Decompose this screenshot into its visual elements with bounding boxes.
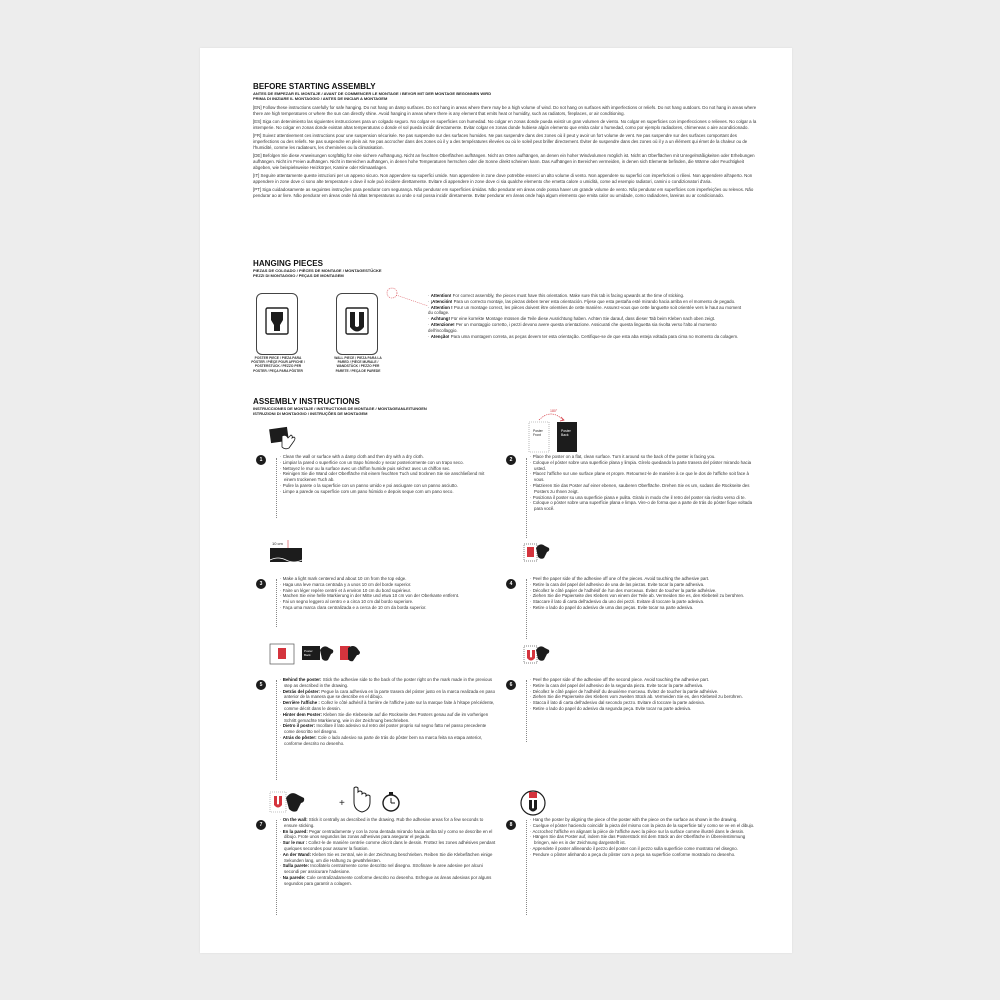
step-2-badge: 2 (506, 455, 516, 465)
step-8-divider (526, 820, 527, 915)
step-3-text: · Make a light mark centered and about 10 cm from the top edge. · Haga una leve marca centrada y a unos 10 cm del borde superior. · Faire un léger repère centré et à environ 10 cm du bord supérieur. · Machen Sie eine helle Markierung in der Mitte und etwa 10 cm von der Oberkante entfernt. · Fai un segno leggero al centro e a circa 10 cm dal bordo superiore. · Faça uma marca clara centralizada e a cerca de 10 cm da borda superior. (278, 576, 488, 611)
poster-front-label-1: Poster (533, 429, 543, 433)
stick-to-poster-icon (268, 640, 364, 670)
instruction-sheet (200, 48, 792, 953)
step-1-badge: 1 (256, 455, 266, 465)
paragraph-it: [IT] Seguire attentamente queste istruzioni per un appeso sicuro. Non appendere su superfici umide. Non appendere in zone dove potrebbe esserci un alto volume di vento. Non appendere su superfici con imperfezioni o rilievi. Non appendere all'aperto. Non appendere in zone dove ci sono alte temperature o dove il sole può incidere direttamente. Evitare di appendere in zone dove ci sia qualche elemento che emetta calore o umidità, come ad esempio radiatori, camini o condizionatori d'aria. (253, 173, 753, 185)
press-on-wall-icon (268, 786, 408, 818)
hanging-header (253, 259, 382, 278)
poster-front-label-2: Front (533, 433, 541, 437)
ruler-label: 10 cm (272, 541, 283, 546)
wall-piece-caption: WALL PIECE / PIEZA PARA LA PARED / PIÈCE MURALE / WANDSTÜCK / PEZZO PER PARETE / PEÇA DE PAREDE (334, 356, 382, 373)
peel-adhesive-icon (522, 538, 552, 568)
attention-pt: · Atenção! Para uma montagem correta, as peças devem ter esta orientação. Certifique-se de que esta aba esteja voltada para cima no momento da colagem. (428, 333, 739, 339)
assembly-header (253, 397, 427, 416)
hanging-subtitle-1: PIEZAS DE COLGADO / PIÈCES DE MONTAGE / MONTAGESTÜCKE (253, 268, 382, 273)
assembly-title: ASSEMBLY INSTRUCTIONS (253, 397, 360, 406)
step-7-divider (276, 820, 277, 915)
step-1-text: · Clean the wall or surface with a damp cloth and then dry with a dry cloth. · Limpiar la pared o superficie con un trapo húmedo y secar posteriormente con un trapo seco. · Nettoyez le mur ou la surface avec un chiffon humide puis séchez avec un chiffon sec. · Reinigen Sie die Wand oder Oberfläche mit einem feuchten Tuch und trocknen Sie sie anschließend mit einem trockenen Tuch ab. · Pulire la parete o la superficie con un panno umido e poi asciugare con un panno asciutto. · Limpe a parede ou superfície com um pano húmido e depois seque com um pano seco. (278, 454, 488, 495)
attention-de: · Achtung! Für eine korrekte Montage müssen die Teile diese Ausrichtung haben. Achten Sie darauf, dass dieser Tab beim Kleben nach oben zeigt. (428, 316, 716, 322)
attention-es: · ¡Atención! Para un correcto montaje, las piezas deben tener esta orientación. Fíjese que esta pestaña esté mirando hacia arriba en el momento de pegado. (428, 298, 736, 304)
paragraph-de: [DE] Befolgen Sie diese Anweisungen sorgfältig für eine sichere Aufhängung. Nicht an feuchten Oberflächen aufhängen. Nicht an Orten aufhängen, an denen ein hoher Windvolumen möglich ist. Nicht an Oberflächen mit Unregelmäßigkeiten oder Erhebungen aufhängen. Nicht im Freien aufhängen. Nicht in Bereichen aufhängen, in denen hohe Temperaturen herrschen oder die Sonne direkt scheinen kann. Das Aufhängen in Bereichen vermeiden, in denen sich Elemente befinden, die Wärme oder Feuchtigkeit abgeben, wie beispielsweise Heizkörper, Kamine oder Klimaanlagen. (253, 153, 755, 171)
step-7-badge: 7 (256, 820, 266, 830)
paragraph-pt: [PT] Siga cuidadosamente as seguintes instruções para pendurar com segurança. Não pendurar em superfícies úmidas. Não pendurar em áreas onde possa haver um grande volume de vento. Não pendurar em superfícies com imperfeições ou relevos. Não pendurar ao ar livre. Não pendurar em áreas onde há altas temperaturas ou onde o sol possa incidir diretamente. Evitar pendurar em áreas onde haja algum elemento que emita calor ou umidade, como radiadores, lareiras ou ar condicionado. (253, 187, 754, 199)
attention-notes (428, 293, 744, 339)
plus-sign: + (339, 798, 345, 809)
before-subtitle-2: PRIMA DI INIZIARE IL MONTAGGIO / ANTES DE INICIAR A MONTAGEM (253, 96, 388, 101)
step-3-divider (276, 579, 277, 627)
cleaning-cloth-icon (268, 426, 298, 452)
flip-angle-label: 180° (550, 409, 558, 413)
before-section (253, 82, 763, 201)
poster-piece-diagram (256, 293, 298, 355)
step-4-badge: 4 (506, 579, 516, 589)
step-3-badge: 3 (256, 579, 266, 589)
attention-fr: · Attention ! Pour un montage correct, les pièces doivent être orientées de cette manière. Assurez-vous que cette languette soit orientée vers le haut au moment du collage. (428, 304, 742, 316)
poster-flip-icon (525, 406, 585, 460)
step-6-divider (526, 680, 527, 742)
poster-back-label-2: Back (561, 433, 569, 437)
step-4-divider (526, 579, 527, 639)
step-2-divider (526, 458, 527, 538)
step-1-divider (276, 458, 277, 518)
step-7-text: · On the wall: Stick it centrally as described in the drawing. Rub the adhesive areas for a few seconds to ensure sticking. · En la pared: Pegar centradamente y con la zona dentada mirando hacia arriba tal y como se describe en el dibujo. Frote unos segundos las zonas adhesivas para asegurar el pegado. · Sur le mur : Collez-le de manière centrée comme décrit dans le dessin. Frottez les zones adhésives pendant quelques secondes pour assurer la fixation. · An der Wand: Kleben Sie es zentral, wie in der Zeichnung beschrieben. Reiben Sie die Klebeflächen einige Sekunden lang, um die Haftung zu gewährleisten. · Sulla parete: Incollatelo centralmente come descritto nel disegno. Strofinare le aree adesive per alcuni secondi per assicurare l'adesione. · Na parede: Cole centralizadamente conforme descrito no desenho. Esfregue as áreas adesivas por alguns segundos para garantir a colagem. (278, 817, 496, 887)
step-4-text: · Peel the paper side of the adhesive off one of the pieces. Avoid touching the adhesive part. · Retire la cara del papel del adhesivo de una de las piezas. Evite tocar la parte adhesiva. · Décollez le côté papier de l'adhésif de l'un des morceaux. Évitez de toucher la partie adhésive. · Ziehen Sie die Papierseite des Klebers von einem der Teile ab. Vermeiden Sie es, den Klebeteil zu berühren. · Staccare il lato di carta dell'adesivo da uno dei pezzi. Evitare di toccare la parte adesiva. · Retire o lado do papel do adesivo de uma das peças. Evite tocar na parte adesiva. (528, 576, 758, 611)
ruler-mark-icon (270, 538, 310, 568)
attention-en: · Attention! For correct assembly, the pieces must have this orientation. Make sure this tab is facing upwards at the time of sticking. (428, 293, 685, 298)
assembly-subtitle-2: ISTRUZIONI DI MONTAGGIO / INSTRUÇÕES DE MONTAGEM (253, 411, 368, 416)
paragraph-es: [ES] Siga con detenimiento las siguientes instrucciones para un colgado seguro. No colgar en superficies con humedad. No colgar en zonas donde pueda existir un gran volumen de viento. No colgar en superficies con imperfecciones o relieves. No colgar a la intemperie. No colgar en zonas donde existan altas temperaturas o donde el sol pueda incidir directamente. Evitar colgar en zonas donde hubiese algún elemento que emita calor o humedad, como por ejemplo radiadores, chimeneas o aire acondicionado. (253, 119, 757, 131)
stick-back-label-2: Back (304, 653, 311, 657)
step-8-text: · Hang the poster by aligning the piece of the poster with the piece on the surface as shown in the drawing. · Cuelgue el póster haciendo coincidir la pieza del mismo con la pieza de la superficie tal y como se ve en el dibujo. · Accrochez l'affiche en alignant la pièce de l'affiche avec la pièce sur la surface comme illustré dans le dessin. · Hängen Sie das Poster auf, indem Sie das Posterstück mit dem Stück an der Oberfläche in Übereinstimmung bringen, wie es in der Zeichnung dargestellt ist. · Appendete il poster allineando il pezzo del poster con il pezzo sulla superficie come mostrato nel disegno. · Pendure o pôster alinhando a peça do pôster com a peça na superfície conforme mostrado no desenho. (528, 817, 758, 858)
poster-piece-icon (257, 294, 297, 354)
stick-back-label-1: Poster (304, 649, 313, 653)
before-subtitle-1: ANTES DE EMPEZAR EL MONTAJE / AVANT DE COMMENCER LE MONTAGE / BEVOR MIT DER MONTAGE BEGONNEN WIRD (253, 91, 492, 96)
hang-poster-icon (518, 786, 548, 820)
step-6-badge: 6 (506, 680, 516, 690)
poster-piece-caption: POSTER PIECE / PIEZA PARA PÓSTER / PIÈCE POUR AFFICHE / POSTERSTÜCK / PEZZO PER POSTER / PEÇA PARA PÔSTER (251, 356, 305, 373)
step-5-badge: 5 (256, 680, 266, 690)
before-title: BEFORE STARTING ASSEMBLY (253, 82, 376, 91)
hanging-title: HANGING PIECES (253, 259, 324, 268)
step-5-divider (276, 680, 277, 780)
peel-second-piece-icon (522, 638, 552, 670)
tab-pointer-icon (370, 286, 430, 308)
step-5-text: · Behind the poster: Stick the adhesive side to the back of the poster right on the mark made in the previous step as described in the drawing. · Detrás del póster: Pegue la cara adhesiva en la parte trasera del póster justo en la marca realizada en paso anterior de la manera que se describe en el dibujo. · Derrière l'affiche : Collez le côté adhésif à l'arrière de l'affiche juste sur la marque faite à l'étape précédente, comme décrit dans le dessin. · Hinter dem Poster: Kleben Sie die Klebeseite auf die Rückseite des Posters genau auf die im vorherigen Schritt gemachte Markierung, wie in der Zeichnung beschrieben. · Dietro il poster: Incollare il lato adesivo sul retro del poster proprio sul segno fatto nel passo precedente come descritto nel disegno. · Atrás do pôster: Cole o lado adesivo na parte de trás do pôster bem na marca feita na etapa anterior, conforme descrito no desenho. (278, 677, 496, 747)
step-2-text: · Place the poster on a flat, clean surface. Turn it around so the back of the poster is facing you. · Coloque el póster sobre una superficie plana y limpia. Gírelo quedando la parte trasera del póster mirando hacia usted. · Placez l'affiche sur une surface plane et propre. Retournez-le de manière à ce que le dos de l'affiche soit face à vous. · Platzieren Sie das Poster auf einer ebenen, sauberen Oberfläche. Drehen Sie es um, sodass die Rückseite des Posters zu Ihnen zeigt. · Posiziona il poster su una superficie piana e pulita. Giralo in modo che il retro del poster sia rivolto verso di te. · Coloque o póster sobre uma superfície plana e limpa. Vire-o de forma que a parte de trás do póster fique voltada para você. (528, 454, 758, 512)
step-6-text: · Peel the paper side of the adhesive off the second piece. Avoid touching the adhesive part. · Retire la cara del papel del adhesivo de la segunda pieza. Evite tocar la parte adhesiva. · Décollez le côté papier de l'adhésif du deuxième morceau. Évitez de toucher la partie adhésive. · Ziehen Sie die Papierseite des Klebers vom zweiten Stück ab. Vermeiden Sie es, den Klebeteil zu berühren. · Stacca il lato di carta dell'adesivo dal secondo pezzo. Evitare di toccare la parte adesiva. · Retire o lado do papel do adesivo da segunda peça. Evite tocar na parte adesiva. (528, 677, 758, 712)
attention-it: · Attenzione! Per un montaggio corretto, i pezzi devono avere questa orientazione. Assicurati che questa linguetta sia rivolta verso l'alto al momento dell'incollaggio. (428, 321, 717, 333)
paragraph-fr: [FR] Suivez attentivement ces instructions pour une suspension sécurisée. Ne pas suspendre sur des surfaces humides. Ne pas suspendre dans des zones où il peut y avoir un fort volume de vent. Ne pas suspendre sur des surfaces comportant des imperfections ou des reliefs. Ne pas suspendre en plein air. Ne pas accrocher dans des zones où il y a des températures élevées ou où le soleil peut briller directement. Éviter de suspendre dans des zones où il y a un élément qui émet de la chaleur ou de l'humidité, comme les radiateurs, les cheminées ou la climatisation. (253, 133, 748, 151)
assembly-subtitle-1: INSTRUCCIONES DE MONTAJE / INSTRUCTIONS DE MONTAGE / MONTAGEANLEITUNGEN (253, 406, 427, 411)
hanging-subtitle-2: PEZZI DI MONTAGGIO / PEÇAS DE MONTAGEM (253, 273, 344, 278)
paragraph-en: [EN] Follow these instructions carefully for safe hanging. Do not hang on damp surfaces. Do not hang in areas where there may be a high volume of wind. Do not hang on surfaces with imperfections or reliefs. Do not hang outdoors. Do not hang in areas where there are high temperatures or where the sun can directly shine. Avoid hanging in areas where there is any element that emits heat or humidity, such as radiators, fireplaces, or air conditioning. (253, 105, 757, 116)
poster-back-label-1: Poster (561, 429, 571, 433)
step-8-badge: 8 (506, 820, 516, 830)
